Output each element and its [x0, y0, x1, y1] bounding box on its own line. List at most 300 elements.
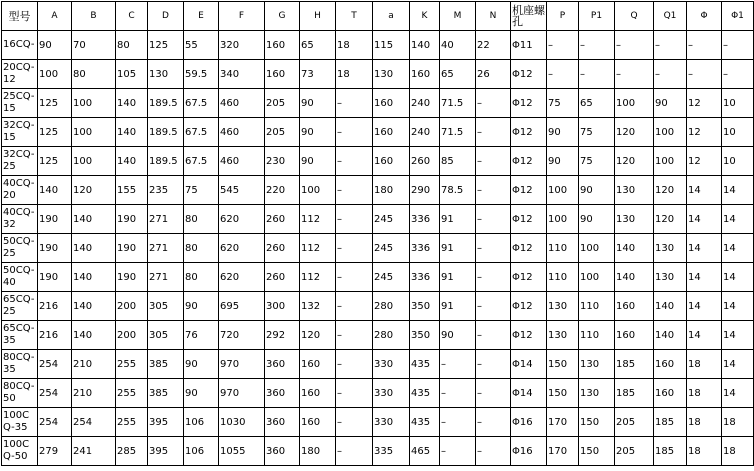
- table-cell: 14: [722, 234, 754, 263]
- model-cell: 50CQ-40: [2, 263, 38, 292]
- table-cell: 200: [116, 321, 148, 350]
- table-cell: 695: [219, 292, 265, 321]
- table-cell: –: [547, 60, 579, 89]
- table-row: [2, 205, 754, 234]
- table-cell: 360: [265, 408, 300, 437]
- column-header: K: [410, 2, 440, 31]
- table-cell: 120: [615, 147, 654, 176]
- table-row: [2, 60, 754, 89]
- table-cell: 330: [373, 408, 410, 437]
- column-header: N: [476, 2, 511, 31]
- table-cell: 100: [300, 176, 336, 205]
- table-cell: –: [336, 234, 373, 263]
- table-row: [2, 89, 754, 118]
- table-cell: 140: [72, 205, 116, 234]
- table-cell: 130: [373, 60, 410, 89]
- model-cell: 32CQ-25: [2, 147, 38, 176]
- table-cell: 14: [687, 234, 722, 263]
- table-cell: 130: [579, 350, 615, 379]
- table-cell: 190: [38, 263, 72, 292]
- table-cell: 85: [440, 147, 476, 176]
- table-cell: 120: [300, 321, 336, 350]
- table-cell: 150: [547, 379, 579, 408]
- table-cell: 14: [722, 379, 754, 408]
- table-cell: 205: [265, 89, 300, 118]
- table-cell: 75: [184, 176, 219, 205]
- table-cell: 271: [148, 205, 184, 234]
- table-cell: 205: [615, 408, 654, 437]
- table-row: [2, 31, 754, 60]
- table-cell: –: [476, 263, 511, 292]
- table-cell: 620: [219, 205, 265, 234]
- table-cell: –: [336, 89, 373, 118]
- table-cell: 91: [440, 234, 476, 263]
- table-cell: 75: [547, 89, 579, 118]
- table-cell: 465: [410, 437, 440, 466]
- table-cell: 18: [687, 437, 722, 466]
- table-cell: 100: [72, 89, 116, 118]
- table-cell: 130: [579, 379, 615, 408]
- table-cell: 305: [148, 292, 184, 321]
- table-cell: 140: [654, 292, 687, 321]
- table-cell: –: [722, 31, 754, 60]
- table-cell: 100: [547, 176, 579, 205]
- table-body: [2, 31, 754, 466]
- table-cell: 279: [38, 437, 72, 466]
- table-cell: 460: [219, 89, 265, 118]
- column-header: G: [265, 2, 300, 31]
- table-cell: 100: [654, 147, 687, 176]
- table-cell: 240: [410, 89, 440, 118]
- table-cell: 160: [265, 31, 300, 60]
- column-header: Q: [615, 2, 654, 31]
- column-header: E: [184, 2, 219, 31]
- table-cell: –: [722, 60, 754, 89]
- table-cell: –: [336, 437, 373, 466]
- table-cell: 90: [654, 89, 687, 118]
- table-cell: –: [615, 60, 654, 89]
- table-cell: Φ12: [511, 292, 547, 321]
- table-cell: 230: [265, 147, 300, 176]
- table-cell: 160: [300, 408, 336, 437]
- table-cell: 240: [410, 118, 440, 147]
- table-row: [2, 408, 754, 437]
- table-cell: 90: [579, 205, 615, 234]
- header-row: [2, 2, 754, 31]
- table-cell: –: [440, 350, 476, 379]
- table-cell: –: [476, 234, 511, 263]
- table-cell: 190: [38, 205, 72, 234]
- table-cell: 285: [116, 437, 148, 466]
- table-cell: 91: [440, 205, 476, 234]
- table-cell: 336: [410, 234, 440, 263]
- table-cell: 395: [148, 408, 184, 437]
- table-row: [2, 437, 754, 466]
- table-cell: 170: [547, 408, 579, 437]
- model-cell: 40CQ-20: [2, 176, 38, 205]
- table-cell: 190: [116, 263, 148, 292]
- table-cell: 335: [373, 437, 410, 466]
- column-header: F: [219, 2, 265, 31]
- table-cell: –: [476, 408, 511, 437]
- table-cell: 67.5: [184, 89, 219, 118]
- table-cell: –: [476, 321, 511, 350]
- table-cell: 160: [654, 379, 687, 408]
- table-cell: 106: [184, 408, 219, 437]
- table-cell: 140: [410, 31, 440, 60]
- column-header-model: 型号: [2, 2, 38, 31]
- table-cell: –: [476, 176, 511, 205]
- table-cell: 100: [579, 234, 615, 263]
- table-cell: 12: [687, 118, 722, 147]
- table-row: [2, 176, 754, 205]
- table-cell: 120: [654, 176, 687, 205]
- table-cell: 970: [219, 350, 265, 379]
- table-cell: 100: [654, 118, 687, 147]
- table-cell: 385: [148, 379, 184, 408]
- table-cell: 80: [184, 205, 219, 234]
- table-cell: Φ14: [511, 350, 547, 379]
- table-cell: 10: [722, 89, 754, 118]
- table-cell: 18: [687, 408, 722, 437]
- table-cell: 76: [184, 321, 219, 350]
- table-cell: Φ12: [511, 234, 547, 263]
- table-cell: 140: [72, 234, 116, 263]
- table-cell: 245: [373, 263, 410, 292]
- table-cell: 120: [615, 118, 654, 147]
- table-cell: 235: [148, 176, 184, 205]
- table-cell: 190: [116, 234, 148, 263]
- table-cell: 190: [116, 205, 148, 234]
- model-cell: 80CQ-50: [2, 379, 38, 408]
- table-cell: 80: [184, 234, 219, 263]
- table-cell: 160: [265, 60, 300, 89]
- table-cell: 545: [219, 176, 265, 205]
- table-cell: 130: [547, 292, 579, 321]
- table-cell: 185: [615, 350, 654, 379]
- table-cell: 140: [116, 118, 148, 147]
- table-cell: 140: [72, 292, 116, 321]
- table-cell: –: [440, 437, 476, 466]
- table-cell: 67.5: [184, 147, 219, 176]
- table-cell: 360: [265, 379, 300, 408]
- table-cell: 90: [300, 89, 336, 118]
- table-cell: 245: [373, 234, 410, 263]
- table-cell: 271: [148, 263, 184, 292]
- table-cell: 14: [722, 321, 754, 350]
- table-row: [2, 263, 754, 292]
- table-cell: 80: [184, 263, 219, 292]
- table-cell: 254: [38, 379, 72, 408]
- table-cell: 14: [687, 176, 722, 205]
- table-cell: 10: [722, 147, 754, 176]
- table-cell: 12: [687, 89, 722, 118]
- table-cell: 140: [615, 234, 654, 263]
- table-cell: 100: [72, 118, 116, 147]
- table-cell: 340: [219, 60, 265, 89]
- table-cell: 720: [219, 321, 265, 350]
- table-cell: 110: [579, 321, 615, 350]
- table-cell: –: [336, 350, 373, 379]
- table-cell: 80: [116, 31, 148, 60]
- table-cell: 160: [373, 118, 410, 147]
- table-cell: –: [547, 31, 579, 60]
- table-cell: 160: [410, 60, 440, 89]
- table-cell: 100: [72, 147, 116, 176]
- model-cell: 65CQ-35: [2, 321, 38, 350]
- table-cell: –: [476, 350, 511, 379]
- table-cell: 18: [722, 408, 754, 437]
- table-cell: 132: [300, 292, 336, 321]
- table-cell: 14: [722, 350, 754, 379]
- table-cell: 460: [219, 118, 265, 147]
- table-cell: 1030: [219, 408, 265, 437]
- table-cell: 185: [615, 379, 654, 408]
- column-header: P1: [579, 2, 615, 31]
- model-cell: 80CQ-35: [2, 350, 38, 379]
- table-cell: 210: [72, 350, 116, 379]
- table-cell: 65: [440, 60, 476, 89]
- table-cell: Φ12: [511, 60, 547, 89]
- table-cell: 14: [687, 263, 722, 292]
- table-cell: –: [687, 60, 722, 89]
- table-cell: 330: [373, 379, 410, 408]
- table-cell: 100: [38, 60, 72, 89]
- table-cell: 130: [148, 60, 184, 89]
- table-cell: –: [476, 205, 511, 234]
- table-cell: 160: [373, 147, 410, 176]
- table-cell: Φ12: [511, 147, 547, 176]
- table-cell: –: [336, 118, 373, 147]
- table-cell: Φ16: [511, 408, 547, 437]
- model-cell: 50CQ-25: [2, 234, 38, 263]
- table-cell: 125: [38, 89, 72, 118]
- table-cell: 18: [336, 60, 373, 89]
- table-cell: 150: [547, 350, 579, 379]
- table-cell: 280: [373, 321, 410, 350]
- table-cell: Φ12: [511, 263, 547, 292]
- table-cell: 125: [148, 31, 184, 60]
- table-cell: 110: [547, 234, 579, 263]
- table-cell: 65: [300, 31, 336, 60]
- table-cell: 292: [265, 321, 300, 350]
- column-header: M: [440, 2, 476, 31]
- table-cell: –: [336, 321, 373, 350]
- table-cell: 360: [265, 350, 300, 379]
- table-cell: 336: [410, 263, 440, 292]
- table-cell: 150: [579, 408, 615, 437]
- table-cell: –: [476, 147, 511, 176]
- table-row: [2, 379, 754, 408]
- table-cell: 90: [300, 118, 336, 147]
- table-cell: 100: [579, 263, 615, 292]
- table-cell: 205: [615, 437, 654, 466]
- column-header: 机座螺孔: [511, 2, 547, 31]
- model-cell: 25CQ-15: [2, 89, 38, 118]
- table-cell: 65: [579, 89, 615, 118]
- table-cell: 180: [373, 176, 410, 205]
- table-cell: 55: [184, 31, 219, 60]
- column-header: a: [373, 2, 410, 31]
- table-cell: –: [579, 60, 615, 89]
- table-cell: 112: [300, 263, 336, 292]
- table-cell: –: [440, 379, 476, 408]
- table-cell: 71.5: [440, 89, 476, 118]
- table-cell: 255: [116, 379, 148, 408]
- table-cell: 90: [184, 292, 219, 321]
- table-cell: 125: [38, 118, 72, 147]
- table-cell: –: [336, 379, 373, 408]
- table-cell: –: [615, 31, 654, 60]
- table-cell: Φ12: [511, 321, 547, 350]
- table-cell: 75: [579, 147, 615, 176]
- table-cell: 189.5: [148, 89, 184, 118]
- model-cell: 100CQ-50: [2, 437, 38, 466]
- model-cell: 32CQ-15: [2, 118, 38, 147]
- table-cell: –: [336, 408, 373, 437]
- table-cell: 59.5: [184, 60, 219, 89]
- column-header: H: [300, 2, 336, 31]
- table-cell: 155: [116, 176, 148, 205]
- table-cell: –: [440, 408, 476, 437]
- table-cell: 189.5: [148, 118, 184, 147]
- table-cell: 130: [615, 176, 654, 205]
- table-cell: –: [654, 60, 687, 89]
- table-cell: –: [476, 118, 511, 147]
- table-cell: –: [336, 205, 373, 234]
- table-cell: 100: [547, 205, 579, 234]
- table-cell: 170: [547, 437, 579, 466]
- table-cell: –: [476, 437, 511, 466]
- table-cell: 12: [687, 147, 722, 176]
- table-cell: 254: [38, 408, 72, 437]
- table-cell: 90: [547, 118, 579, 147]
- table-cell: 110: [547, 263, 579, 292]
- table-cell: –: [336, 176, 373, 205]
- table-cell: 90: [579, 176, 615, 205]
- table-cell: 130: [615, 205, 654, 234]
- table-cell: 435: [410, 350, 440, 379]
- table-cell: 14: [687, 292, 722, 321]
- table-cell: 73: [300, 60, 336, 89]
- table-cell: 90: [440, 321, 476, 350]
- table-cell: –: [336, 263, 373, 292]
- table-cell: 10: [722, 118, 754, 147]
- table-cell: 300: [265, 292, 300, 321]
- model-cell: 65CQ-25: [2, 292, 38, 321]
- model-cell: 20CQ-12: [2, 60, 38, 89]
- table-cell: Φ12: [511, 118, 547, 147]
- table-cell: 14: [722, 292, 754, 321]
- table-cell: 130: [547, 321, 579, 350]
- column-header: T: [336, 2, 373, 31]
- table-cell: 75: [579, 118, 615, 147]
- table-row: [2, 292, 754, 321]
- table-cell: –: [476, 292, 511, 321]
- table-cell: 160: [300, 350, 336, 379]
- column-header: Φ: [687, 2, 722, 31]
- table-cell: 385: [148, 350, 184, 379]
- table-row: [2, 147, 754, 176]
- table-cell: 90: [38, 31, 72, 60]
- table-cell: 112: [300, 205, 336, 234]
- table-cell: 460: [219, 147, 265, 176]
- table-cell: 105: [116, 60, 148, 89]
- table-cell: 67.5: [184, 118, 219, 147]
- table-cell: –: [476, 89, 511, 118]
- table-cell: 18: [687, 379, 722, 408]
- table-cell: –: [654, 31, 687, 60]
- table-cell: 140: [72, 263, 116, 292]
- table-cell: 290: [410, 176, 440, 205]
- table-cell: 395: [148, 437, 184, 466]
- table-cell: 112: [300, 234, 336, 263]
- table-cell: 190: [38, 234, 72, 263]
- table-cell: 336: [410, 205, 440, 234]
- table-cell: 200: [116, 292, 148, 321]
- table-cell: 216: [38, 321, 72, 350]
- table-cell: 120: [72, 176, 116, 205]
- table-cell: –: [687, 31, 722, 60]
- table-cell: 90: [547, 147, 579, 176]
- table-cell: Φ16: [511, 437, 547, 466]
- table-cell: 260: [265, 234, 300, 263]
- table-cell: 91: [440, 292, 476, 321]
- table-cell: Φ14: [511, 379, 547, 408]
- table-cell: 260: [410, 147, 440, 176]
- model-cell: 40CQ-32: [2, 205, 38, 234]
- column-header: D: [148, 2, 184, 31]
- table-cell: 255: [116, 408, 148, 437]
- table-cell: 180: [300, 437, 336, 466]
- table-cell: 271: [148, 234, 184, 263]
- model-cell: 16CQ-: [2, 31, 38, 60]
- table-cell: 40: [440, 31, 476, 60]
- table-cell: 140: [38, 176, 72, 205]
- table-cell: 245: [373, 205, 410, 234]
- table-cell: 241: [72, 437, 116, 466]
- table-cell: –: [579, 31, 615, 60]
- table-cell: 140: [72, 321, 116, 350]
- table-cell: 189.5: [148, 147, 184, 176]
- table-cell: 330: [373, 350, 410, 379]
- table-cell: –: [336, 292, 373, 321]
- table-cell: 210: [72, 379, 116, 408]
- table-cell: 620: [219, 263, 265, 292]
- table-cell: Φ12: [511, 205, 547, 234]
- table-cell: 18: [687, 350, 722, 379]
- table-row: [2, 350, 754, 379]
- table-cell: 115: [373, 31, 410, 60]
- column-header: B: [72, 2, 116, 31]
- table-cell: 22: [476, 31, 511, 60]
- table-row: [2, 118, 754, 147]
- table-cell: 255: [116, 350, 148, 379]
- table-cell: 91: [440, 263, 476, 292]
- table-cell: 220: [265, 176, 300, 205]
- table-cell: 78.5: [440, 176, 476, 205]
- table-cell: 350: [410, 321, 440, 350]
- table-cell: 125: [38, 147, 72, 176]
- table-cell: –: [476, 379, 511, 408]
- column-header: P: [547, 2, 579, 31]
- table-cell: 90: [184, 350, 219, 379]
- table-cell: 140: [116, 89, 148, 118]
- table-cell: 150: [579, 437, 615, 466]
- table-cell: 140: [116, 147, 148, 176]
- table-cell: Φ12: [511, 89, 547, 118]
- table-cell: 14: [687, 321, 722, 350]
